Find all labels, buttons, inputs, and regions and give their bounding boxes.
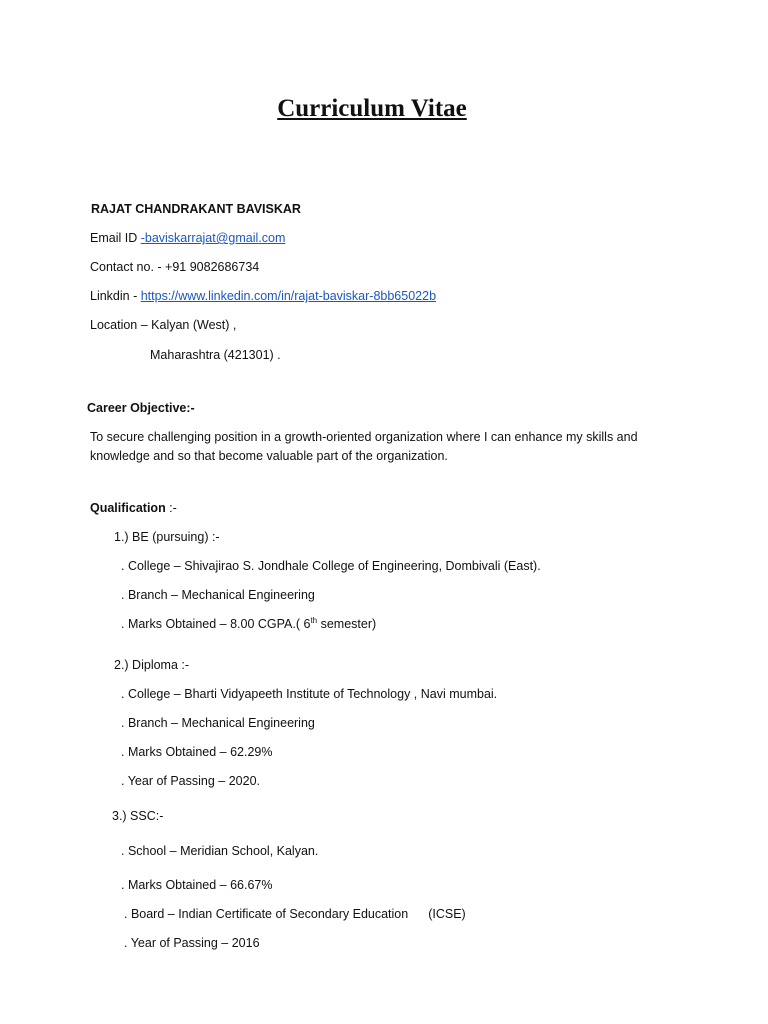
career-objective-text: To secure challenging position in a growth-oriented organization where I can enhance my skills and knowledge and so that become valuable part of the organization. [90,430,638,463]
be-marks-text: . Marks Obtained – 8.00 CGPA.( 6 [121,617,311,631]
be-marks [121,616,376,632]
location-line-2: Maharashtra (421301) . [150,348,281,362]
linkedin-label: Linkdin - [90,289,141,303]
email-label: Email ID [90,231,141,245]
location-line-1: Location – Kalyan (West) , [90,318,237,332]
career-objective-heading: Career Objective:- [87,401,195,415]
candidate-name: RAJAT CHANDRAKANT BAVISKAR [91,202,301,216]
ssc-board [124,906,466,922]
be-college: . College – Shivajirao S. Jondhale College of Engineering, Dombivali (East). [121,559,541,573]
document-title: Curriculum Vitae [277,95,467,122]
be-branch: . Branch – Mechanical Engineering [121,588,315,602]
email-link[interactable]: -baviskarrajat@gmail.com [140,231,286,245]
ssc-school: . School – Meridian School, Kalyan. [121,844,319,858]
email-line [90,230,285,246]
diploma-heading: 2.) Diploma :- [114,658,190,672]
qualification-heading-label: Qualification [90,501,166,515]
qualification-heading [90,500,177,516]
diploma-branch: . Branch – Mechanical Engineering [121,716,315,730]
qualification-heading-suffix: :- [165,501,177,515]
be-marks-superscript: th [310,615,318,625]
diploma-college: . College – Bharti Vidyapeeth Institute of Technology , Navi mumbai. [121,687,498,701]
ssc-heading: 3.) SSC:- [112,809,164,823]
diploma-marks: . Marks Obtained – 62.29% [121,745,273,759]
linkedin-line [90,288,436,304]
ssc-year: . Year of Passing – 2016 [124,936,260,950]
phone-line: Contact no. - +91 9082686734 [90,260,260,274]
linkedin-link[interactable]: https://www.linkedin.com/in/rajat-baviskar-8bb65022b [140,289,437,303]
ssc-marks: . Marks Obtained – 66.67% [121,878,273,892]
be-heading: 1.) BE (pursuing) :- [114,530,220,544]
ssc-board-text: . Board – Indian Certificate of Secondary Education [124,907,409,921]
diploma-year: . Year of Passing – 2020. [121,774,260,788]
be-marks-semester: semester) [317,617,377,631]
ssc-board-abbr: (ICSE) [428,907,466,921]
